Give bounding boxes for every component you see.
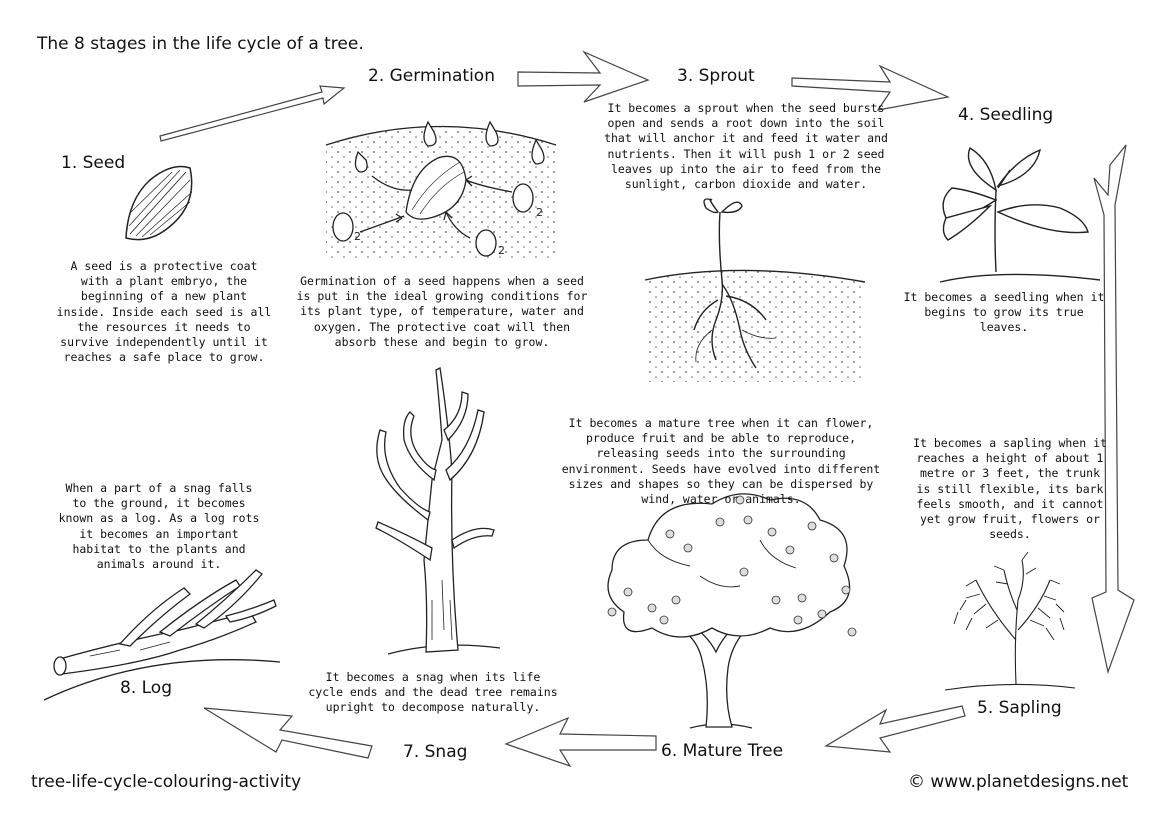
stage-8-description: When a part of a snag falls to the ground, it becomes known as a log. As a log rots it becomes an important habitat to the plants and animals around it. bbox=[58, 481, 260, 572]
stage-2-description: Germination of a seed happens when a seed is put in the ideal growing conditions for its plant type, of temperature, water and oxygen. The protective coat will then absorb these and begin to grow. bbox=[296, 274, 588, 349]
stage-5-label: 5. Sapling bbox=[977, 698, 1062, 718]
stage-1-description: A seed is a protective coat with a plant embryo, the beginning of a new plant inside. Inside each seed is all the resources it needs to survive independently until it reaches a safe place to grow. bbox=[56, 259, 272, 365]
page-title: The 8 stages in the life cycle of a tree. bbox=[37, 34, 364, 54]
stage-8-label: 8. Log bbox=[120, 678, 172, 698]
seedling-illustration bbox=[940, 148, 1100, 282]
seed-illustration bbox=[126, 167, 192, 240]
stage-5-description: It becomes a sapling when it reaches a height of about 1 metre or 3 feet, the trunk is still flexible, its bark feels smooth, and it cannot yet grow fruit, flowers or seeds. bbox=[913, 436, 1107, 542]
germination-label: 2 bbox=[536, 206, 543, 219]
stage-6-label: 6. Mature Tree bbox=[661, 741, 784, 761]
arrow-seedling-to-sapling bbox=[1092, 145, 1134, 672]
stage-4-description: It becomes a seedling when it begins to grow its true leaves. bbox=[903, 290, 1105, 335]
stage-2-label: 2. Germination bbox=[368, 66, 495, 86]
arrow-seed-to-germination bbox=[160, 86, 344, 141]
stage-6-description: It becomes a mature tree when it can flower, produce fruit and be able to reproduce, releasing seeds into the surrounding environment. Seeds have evolved into different sizes and shapes so they can be dispersed by wind, water or animals. bbox=[561, 416, 881, 507]
germination-label: 2 bbox=[354, 230, 361, 243]
mature-tree-illustration bbox=[608, 494, 856, 728]
snag-illustration bbox=[376, 368, 500, 654]
arrow-germination-to-sprout bbox=[518, 52, 648, 102]
stage-7-label: 7. Snag bbox=[403, 742, 468, 762]
arrow-mature-to-snag bbox=[506, 718, 656, 766]
sapling-illustration bbox=[945, 552, 1075, 690]
germination-label: 2 bbox=[498, 244, 505, 257]
stage-3-label: 3. Sprout bbox=[677, 66, 755, 86]
stage-3-description: It becomes a sprout when the seed bursts open and sends a root down into the soil that will anchor it and feed it water and nutrients. Then it will push 1 or 2 seed leaves up into the air to feed from the sunlight, carbon dioxide and water. bbox=[604, 101, 888, 192]
footer-copyright: © www.planetdesigns.net bbox=[908, 772, 1129, 792]
stage-1-label: 1. Seed bbox=[61, 153, 126, 173]
arrow-sapling-to-mature bbox=[826, 706, 965, 752]
stage-4-label: 4. Seedling bbox=[958, 105, 1054, 125]
footer-activity-name: tree-life-cycle-colouring-activity bbox=[31, 772, 302, 792]
stage-7-description: It becomes a snag when its life cycle ends and the dead tree remains upright to decompose naturally. bbox=[308, 670, 558, 715]
sprout-illustration bbox=[645, 199, 867, 384]
